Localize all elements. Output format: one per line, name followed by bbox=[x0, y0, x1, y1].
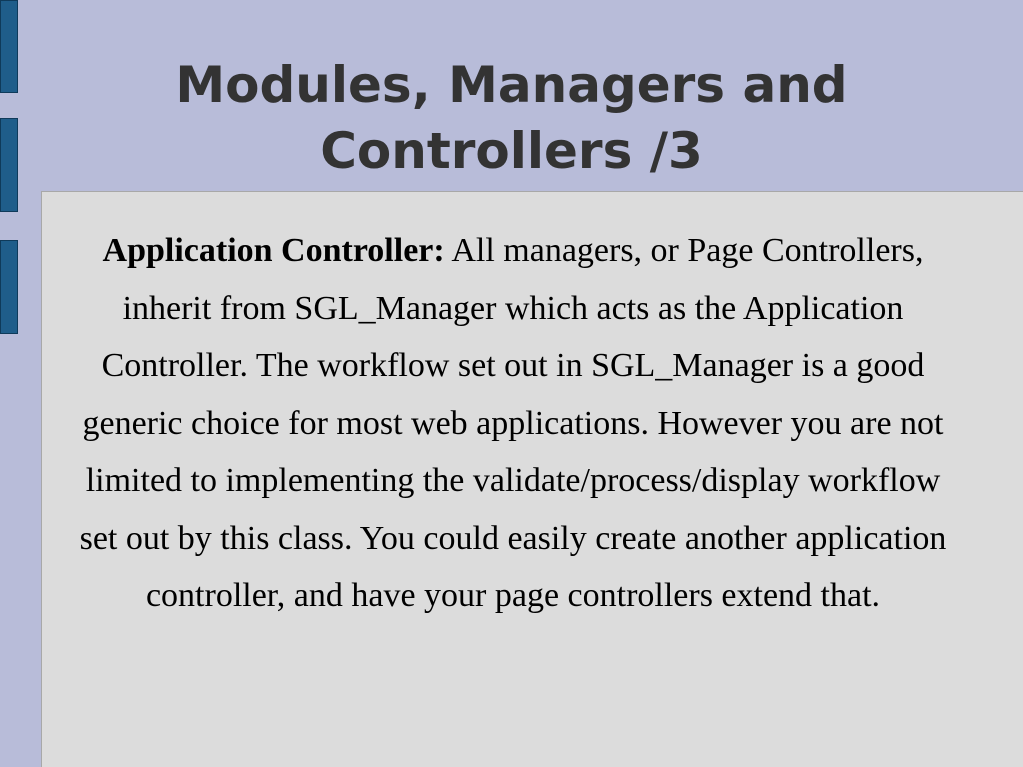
slide-title bbox=[60, 52, 963, 184]
slide-title-line1: Modules, Managers and bbox=[175, 56, 848, 114]
body-label: Application Controller: bbox=[102, 232, 445, 269]
accent-bar-bottom bbox=[0, 240, 18, 334]
accent-bar-middle bbox=[0, 118, 18, 212]
body-text: All managers, or Page Controllers, inherit from SGL_Manager which acts as the Application Controller. The workflow set out in SGL_Manager is a good generic choice for most web applications. However you are not limited to implementing the validate/process/display workflow set out by this class. You could easily create another application controller, and have your page controllers extend that. bbox=[79, 232, 947, 614]
body-paragraph bbox=[73, 222, 953, 625]
slide-title-line2: Controllers /3 bbox=[320, 122, 703, 180]
accent-bar-top bbox=[0, 0, 18, 93]
